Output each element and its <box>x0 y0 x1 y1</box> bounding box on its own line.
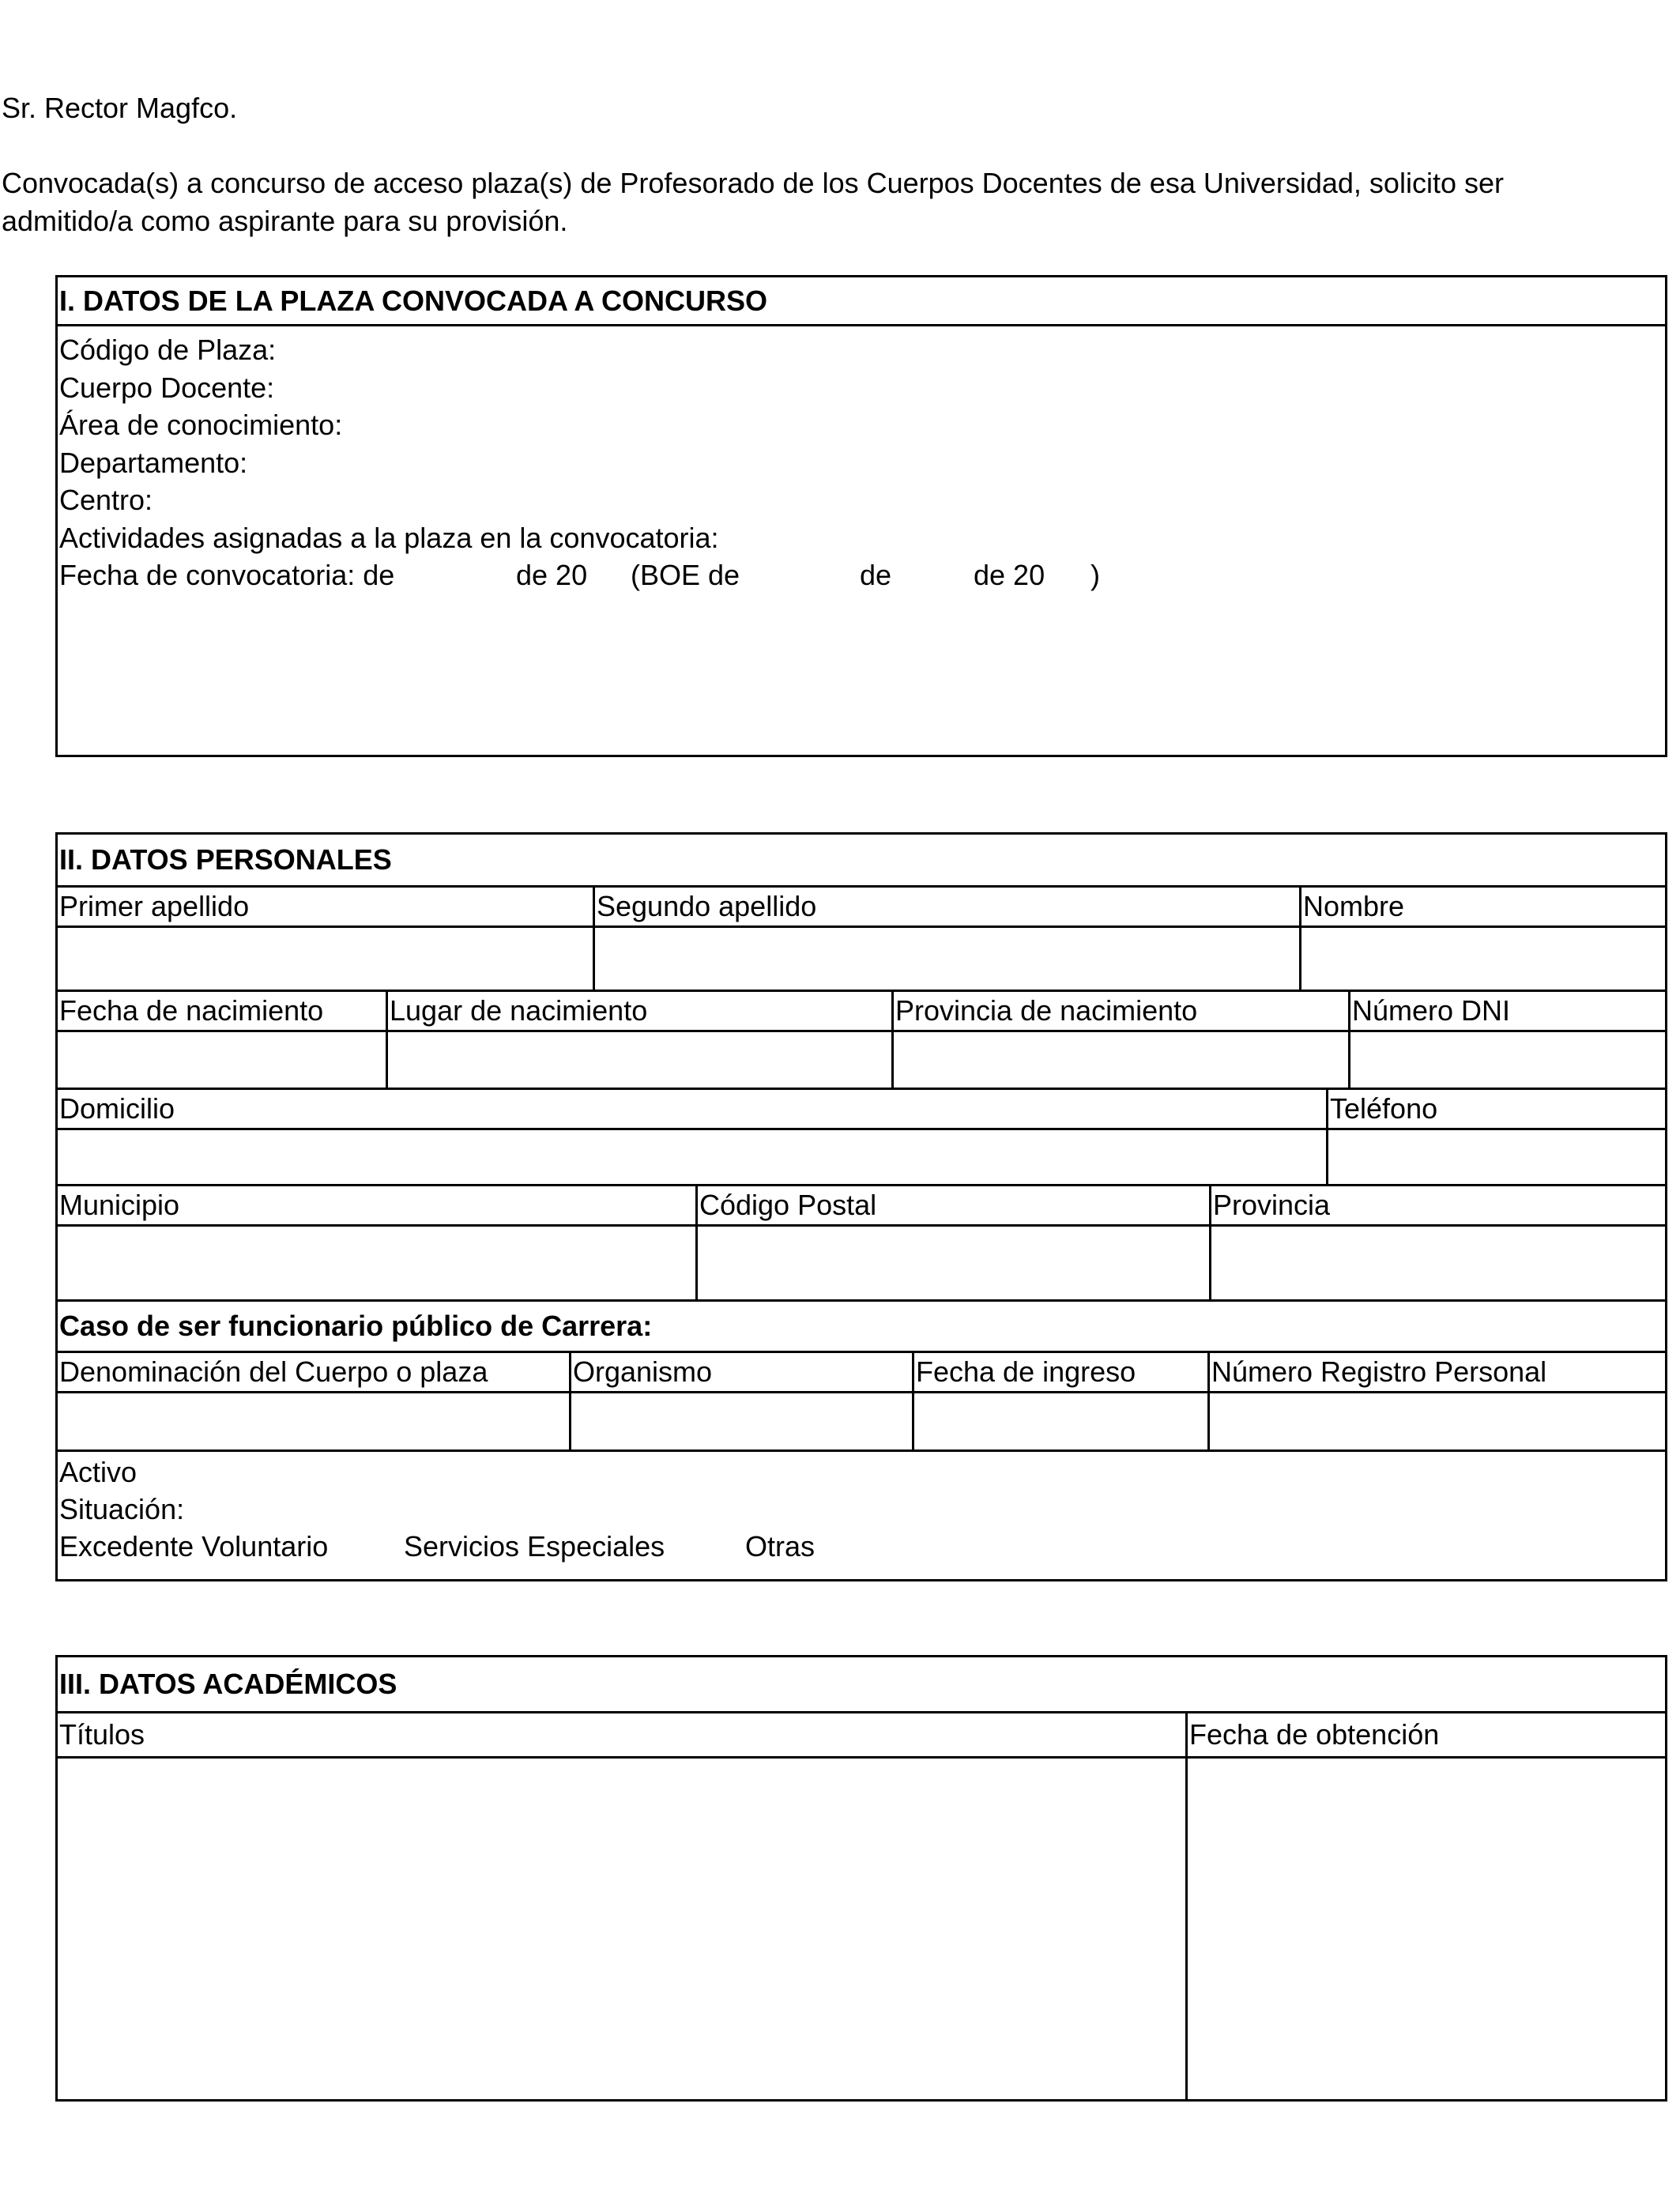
label-nombre: Nombre <box>1303 890 1405 923</box>
field-departamento: Departamento: <box>59 446 248 479</box>
input-nombre[interactable] <box>1301 928 1665 990</box>
row-funcionario-labels <box>58 1353 1665 1393</box>
intro-paragraph <box>2 164 1680 240</box>
label-codigo-postal: Código Postal <box>698 1186 1211 1224</box>
row-funcionario-title <box>58 1302 1665 1353</box>
field-area-conocimiento: Área de conocimiento: <box>59 409 343 441</box>
input-domicilio[interactable] <box>58 1130 1328 1184</box>
label-primer-apellido: Primer apellido <box>58 888 595 925</box>
situacion-block <box>58 1452 1665 1565</box>
field-actividades: Actividades asignadas a la plaza en la convocatoria: <box>59 521 719 554</box>
situacion-activo[interactable]: Activo <box>59 1456 137 1488</box>
row-domicilio-labels <box>58 1090 1665 1130</box>
input-lugar-nacimiento[interactable] <box>388 1032 894 1088</box>
input-codigo-postal[interactable] <box>698 1227 1211 1299</box>
fecha-part-5: de 20 <box>974 559 1045 591</box>
input-segundo-apellido[interactable] <box>595 928 1301 990</box>
label-fecha-obtencion: Fecha de obtención <box>1189 1718 1440 1751</box>
input-numero-registro[interactable] <box>1210 1393 1665 1449</box>
label-fecha-ingreso: Fecha de ingreso <box>914 1353 1210 1391</box>
label-titulos: Títulos <box>58 1713 1188 1756</box>
fecha-part-2: de 20 <box>516 559 588 591</box>
fecha-part-3: (BOE de <box>631 559 740 591</box>
input-provincia[interactable] <box>1211 1227 1665 1299</box>
row-nombre-inputs <box>58 928 1665 992</box>
situacion-label: Situación: <box>59 1493 185 1525</box>
row-academicos-inputs <box>58 1759 1665 2099</box>
row-funcionario-inputs <box>58 1393 1665 1452</box>
section-personales-title: II. DATOS PERSONALES <box>58 835 1665 888</box>
row-domicilio-inputs <box>58 1130 1665 1186</box>
section-plaza-body <box>58 326 1665 594</box>
label-lugar-nacimiento: Lugar de nacimiento <box>388 992 894 1030</box>
label-organismo: Organismo <box>571 1353 914 1391</box>
label-domicilio: Domicilio <box>58 1090 1328 1128</box>
label-municipio: Municipio <box>58 1186 698 1224</box>
input-telefono[interactable] <box>1328 1130 1665 1184</box>
row-municipio-labels <box>58 1186 1665 1227</box>
greeting: Sr. Rector Magfco. <box>2 92 238 124</box>
input-provincia-nacimiento[interactable] <box>894 1032 1350 1088</box>
row-nacimiento-inputs <box>58 1032 1665 1090</box>
label-denominacion-cuerpo: Denominación del Cuerpo o plaza <box>58 1353 571 1391</box>
input-fecha-ingreso[interactable] <box>914 1393 1210 1449</box>
section-plaza <box>55 275 1667 757</box>
label-numero-dni: Número DNI <box>1352 994 1511 1027</box>
field-cuerpo-docente: Cuerpo Docente: <box>59 371 275 404</box>
input-numero-dni[interactable] <box>1350 1032 1665 1088</box>
situacion-otras[interactable]: Otras <box>745 1530 816 1563</box>
section-academicos <box>55 1655 1667 2102</box>
funcionario-title: Caso de ser funcionario público de Carrera: <box>59 1310 653 1343</box>
field-codigo-plaza: Código de Plaza: <box>59 334 277 366</box>
input-fecha-obtencion[interactable] <box>1188 1759 1665 2099</box>
label-fecha-nacimiento: Fecha de nacimiento <box>58 992 388 1030</box>
section-academicos-title: III. DATOS ACADÉMICOS <box>58 1657 1665 1713</box>
row-nombre-labels <box>58 888 1665 928</box>
situacion-servicios-especiales[interactable]: Servicios Especiales <box>404 1530 665 1563</box>
label-provincia-nacimiento: Provincia de nacimiento <box>894 992 1350 1030</box>
section-personales <box>55 832 1667 1581</box>
input-titulos[interactable] <box>58 1759 1188 2099</box>
label-numero-registro: Número Registro Personal <box>1211 1355 1547 1389</box>
label-telefono: Teléfono <box>1330 1092 1438 1125</box>
intro-line-1: Convocada(s) a concurso de acceso plaza(s) de Profesorado de los Cuerpos Docentes de esa Universidad, solicito ser <box>2 167 1504 199</box>
input-denominacion-cuerpo[interactable] <box>58 1393 571 1449</box>
fecha-part-1: Fecha de convocatoria: de <box>59 559 395 591</box>
input-organismo[interactable] <box>571 1393 914 1449</box>
situacion-excedente[interactable]: Excedente Voluntario <box>59 1530 329 1563</box>
field-centro: Centro: <box>59 484 153 516</box>
input-municipio[interactable] <box>58 1227 698 1299</box>
row-municipio-inputs <box>58 1227 1665 1302</box>
label-segundo-apellido: Segundo apellido <box>595 888 1301 925</box>
fecha-part-4: de <box>860 559 892 591</box>
label-provincia: Provincia <box>1213 1189 1331 1222</box>
intro-line-2: admitido/a como aspirante para su provisión. <box>2 205 568 237</box>
input-fecha-nacimiento[interactable] <box>58 1032 388 1088</box>
fecha-part-6: ) <box>1090 559 1100 591</box>
row-academicos-labels <box>58 1713 1665 1759</box>
field-fecha-convocatoria <box>59 556 1665 594</box>
section-plaza-title: I. DATOS DE LA PLAZA CONVOCADA A CONCURSO <box>58 277 1665 326</box>
input-primer-apellido[interactable] <box>58 928 595 990</box>
situacion-options <box>59 1528 1665 1565</box>
row-nacimiento-labels <box>58 992 1665 1032</box>
